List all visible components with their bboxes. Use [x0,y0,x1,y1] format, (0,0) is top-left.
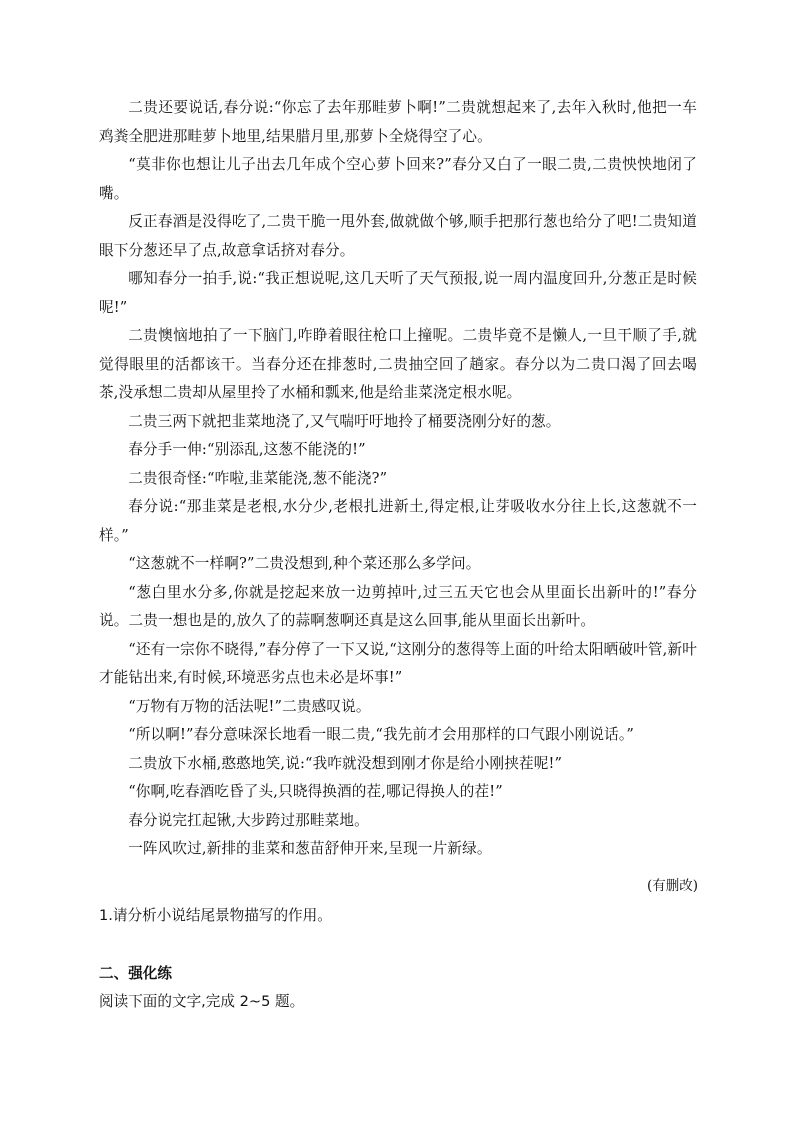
story-paragraph-17: 春分说完扛起锹,大步跨过那畦菜地。 [128,811,369,829]
story-paragraph-2: “莫非你也想让儿子出去几年成个空心萝卜回来?”春分又白了一眼二贵,二贵怏怏地闭了嘴。 [99,156,697,202]
story-paragraph-12: “还有一宗你不晓得,”春分停了一下又说,“这刚分的葱得等上面的叶给太阳晒破叶管,新叶才能钻出来,有时候,环境恶劣点也未必是坏事!” [99,640,697,686]
question-1: 1.请分析小说结尾景物描写的作用。 [99,907,332,924]
story-paragraph-16: “你啊,吃春酒吃昏了头,只晓得换酒的茬,哪记得换人的茬!” [128,783,503,800]
story-text [99,94,697,864]
story-paragraph-1: 二贵还要说话,春分说:“你忘了去年那畦萝卜啊!”二贵就想起来了,去年入秋时,他把一车鸡粪全肥进那畦萝卜地里,结果腊月里,那萝卜全烧得空了心。 [99,99,697,145]
story-paragraph-4: 哪知春分一拍手,说:“我正想说呢,这几天听了天气预报,说一周内温度回升,分葱正是时候呢!” [99,270,697,316]
story-paragraph-14: “所以啊!”春分意味深长地看一眼二贵,“我先前才会用那样的口气跟小刚说话。” [128,726,634,743]
story-paragraph-7: 春分手一伸:“别添乱,这葱不能浇的!” [128,441,366,458]
section-title: 二、强化练 [99,965,172,982]
story-paragraph-11: “葱白里水分多,你就是挖起来放一边剪掉叶,过三五天它也会从里面长出新叶的!”春分说。二贵一想也是的,放久了的蒜啊葱啊还真是这么回事,能从里面长出新叶。 [99,583,697,629]
story-paragraph-5: 二贵懊恼地拍了一下脑门,咋睁着眼往枪口上撞呢。二贵毕竟不是懒人,一旦干顺了手,就觉得眼里的活都该干。当春分还在排葱时,二贵抽空回了趟家。春分以为二贵口渴了回去喝茶,没承想二贵却从屋里拎了水桶和瓢来,他是给韭菜浇定根水呢。 [99,327,697,401]
story-paragraph-8: 二贵很奇怪:“咋啦,韭菜能浇,葱不能浇?” [128,469,388,487]
story-paragraph-9: 春分说:“那韭菜是老根,水分少,老根扎进新土,得定根,让芽吸收水分往上长,这葱就不一样。” [99,498,697,544]
story-paragraph-13: “万物有万物的活法呢!”二贵感叹说。 [128,697,371,715]
story-paragraph-18: 一阵风吹过,新排的韭菜和葱苗舒伸开来,呈现一片新绿。 [128,840,492,857]
story-paragraph-3: 反正春酒是没得吃了,二贵干脆一甩外套,做就做个够,顺手把那行葱也给分了吧!二贵知道眼下分葱还早了点,故意拿话挤对春分。 [99,213,697,259]
story-paragraph-15: 二贵放下水桶,憨憨地笑,说:“我咋就没想到刚才你是给小刚挟茬呢!” [128,754,563,772]
reading-instruction: 阅读下面的文字,完成 2~5 题。 [99,993,305,1010]
story-paragraph-6: 二贵三两下就把韭菜地浇了,又气喘吁吁地拎了桶要浇刚分好的葱。 [128,412,561,430]
source-note: (有删改) [646,878,698,894]
story-paragraph-10: “这葱就不一样啊?”二贵没想到,种个菜还那么多学问。 [128,555,481,572]
